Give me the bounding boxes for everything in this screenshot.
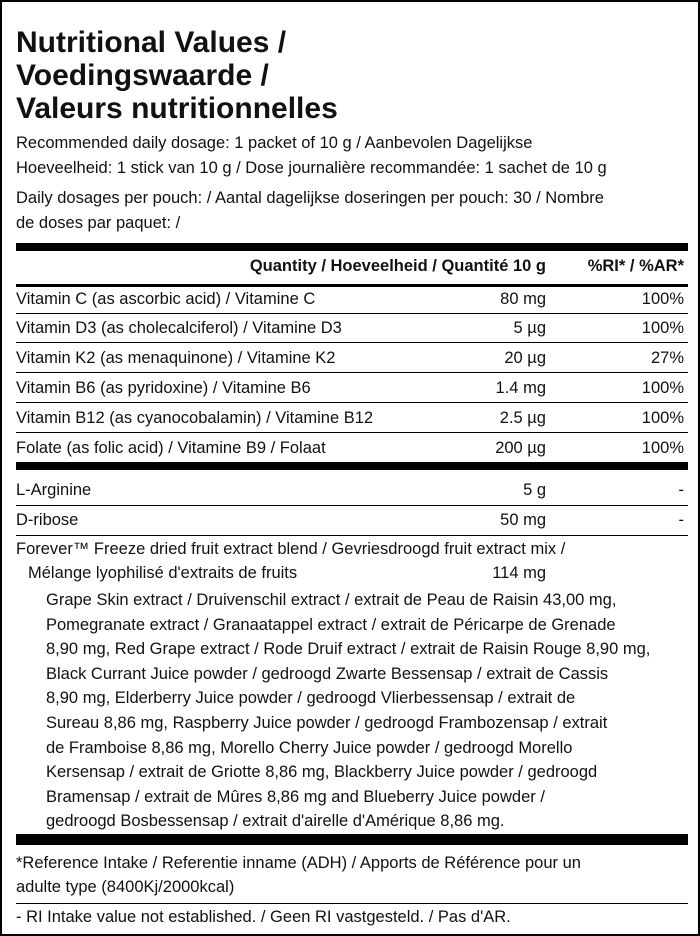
row-divider: [16, 535, 688, 536]
vitamin-name: Folate (as folic acid) / Vitamine B9 / Folaat: [16, 439, 326, 457]
vitamin-name: Vitamin K2 (as menaquinone) / Vitamine K2: [16, 349, 336, 367]
vitamin-quantity: 200 µg: [495, 439, 546, 457]
ingredient-quantity: 50 mg: [500, 511, 546, 529]
row-divider: [16, 402, 688, 403]
pouch-line-1: Daily dosages per pouch: / Aantal dagelijkse doseringen per pouch: 30 / Nombre: [16, 189, 604, 207]
vitamin-quantity: 20 µg: [504, 349, 546, 367]
blend-detail-line: Kersensap / extrait de Griotte 8,86 mg, Blackberry Juice powder / gedroogd: [46, 763, 598, 782]
header-divider: [16, 284, 688, 287]
dosage-line-1: Recommended daily dosage: 1 packet of 10 g / Aanbevolen Dagelijkse: [16, 134, 533, 152]
blend-detail-line: de Framboise 8,86 mg, Morello Cherry Juice powder / gedroogd Morello: [46, 738, 573, 757]
page-title: [16, 26, 338, 125]
vitamin-ri: 100%: [641, 439, 684, 457]
ingredient-quantity: 5 g: [523, 481, 546, 499]
vitamin-name: Vitamin B6 (as pyridoxine) / Vitamine B6: [16, 379, 311, 397]
footnote-divider: [16, 903, 688, 904]
reference-intake-note-cont: adulte type (8400Kj/2000kcal): [16, 878, 235, 896]
reference-intake-note: *Reference Intake / Referentie inname (ADH) / Apports de Référence pour un: [16, 854, 581, 872]
vitamin-quantity: 80 mg: [500, 290, 546, 308]
thick-divider: [16, 834, 688, 845]
vitamin-quantity: 5 µg: [513, 319, 546, 337]
blend-detail-line: Black Currant Juice powder / gedroogd Zwarte Bessensap / extrait de Cassis: [46, 664, 609, 683]
vitamin-quantity: 2.5 µg: [499, 409, 546, 427]
title-line-en: Nutritional Values /: [16, 26, 287, 59]
vitamin-ri: 100%: [641, 290, 684, 308]
blend-detail-line: Pomegranate extract / Granaatappel extract / extrait de Péricarpe de Grenade: [46, 615, 616, 634]
ri-column-header: %RI* / %AR*: [587, 257, 684, 275]
vitamin-name: Vitamin C (as ascorbic acid) / Vitamine C: [16, 290, 316, 308]
quantity-column-header: Quantity / Hoeveelheid / Quantité 10 g: [249, 257, 546, 275]
vitamin-ri: 100%: [641, 379, 684, 397]
vitamin-ri: 100%: [641, 409, 684, 427]
thick-divider: [16, 243, 688, 251]
row-divider: [16, 505, 688, 506]
blend-quantity: 114 mg: [492, 564, 546, 582]
blend-detail-line: 8,90 mg, Red Grape extract / Rode Druif extract / extrait de Raisin Rouge 8,90 mg,: [46, 640, 651, 659]
ingredient-ri: -: [678, 511, 684, 529]
ingredient-ri: -: [678, 481, 684, 499]
row-divider: [16, 313, 688, 314]
blend-details: [46, 588, 650, 834]
row-divider: [16, 342, 688, 343]
vitamin-quantity: 1.4 mg: [495, 379, 546, 397]
blend-detail-line: 8,90 mg, Elderberry Juice powder / gedroogd Vlierbessensap / extrait de: [46, 689, 576, 708]
pouch-line-2: de doses par paquet: /: [16, 214, 181, 232]
vitamin-name: Vitamin D3 (as cholecalciferol) / Vitamine D3: [16, 319, 342, 337]
ingredient-name: D-ribose: [16, 511, 79, 529]
row-divider: [16, 372, 688, 373]
vitamin-name: Vitamin B12 (as cyanocobalamin) / Vitamine B12: [16, 409, 374, 427]
blend-detail-line: Bramensap / extrait de Mûres 8,86 mg and Blueberry Juice powder /: [46, 787, 545, 806]
row-divider: [16, 432, 688, 433]
blend-detail-line: Sureau 8,86 mg, Raspberry Juice powder / gedroogd Frambozensap / extrait: [46, 713, 608, 732]
thick-divider: [16, 462, 688, 470]
blend-detail-line: Grape Skin extract / Druivenschil extract / extrait de Peau de Raisin 43,00 mg,: [46, 591, 617, 609]
blend-title: Forever™ Freeze dried fruit extract blend / Gevriesdroogd fruit extract mix /: [16, 540, 566, 558]
blend-title-fr: Mélange lyophilisé d'extraits de fruits: [28, 564, 298, 582]
blend-detail-line: gedroogd Bosbessensap / extrait d'airelle d'Amérique 8,86 mg.: [46, 812, 505, 831]
vitamin-ri: 100%: [641, 319, 684, 337]
vitamin-ri: 27%: [650, 349, 684, 367]
ri-not-established-note: - RI Intake value not established. / Geen RI vastgesteld. / Pas d'AR.: [16, 908, 511, 926]
title-line-fr: Valeurs nutritionnelles: [16, 92, 338, 125]
title-line-nl: Voedingswaarde /: [16, 59, 269, 92]
dosage-line-2: Hoeveelheid: 1 stick van 10 g / Dose journalière recommandée: 1 sachet de 10 g: [16, 159, 607, 177]
ingredient-name: L-Arginine: [16, 481, 92, 499]
